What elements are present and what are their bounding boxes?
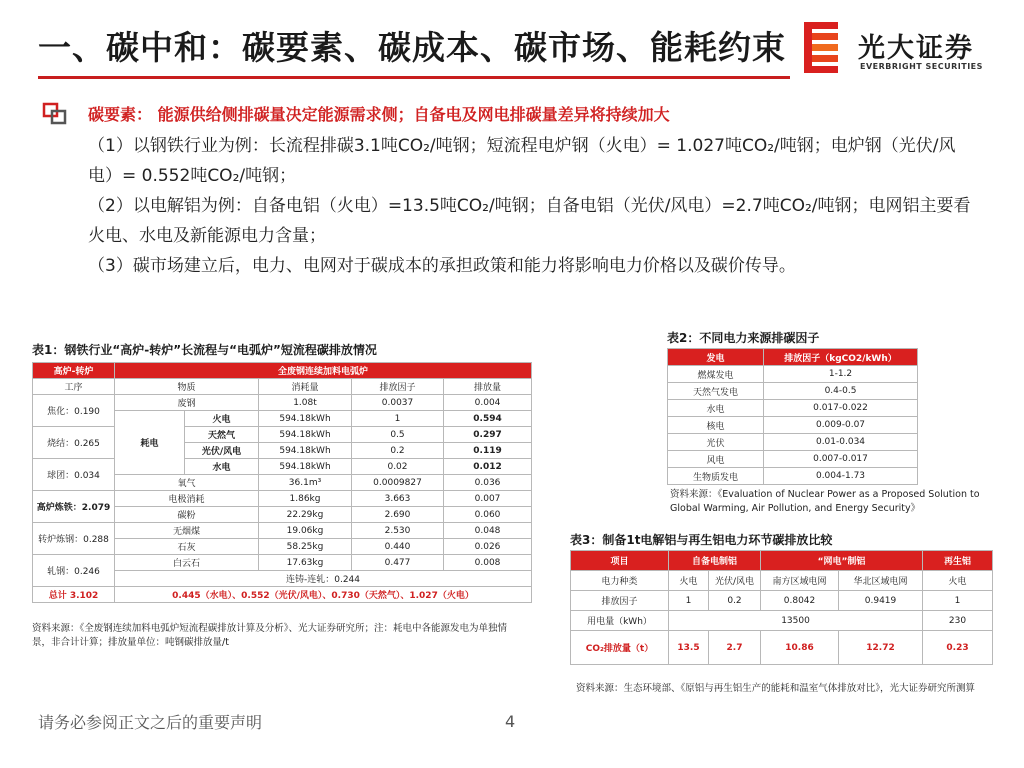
body-paragraph-1: （1）以钢铁行业为例：长流程排碳3.1吨CO₂/吨钢；短流程电炉钢（火电）= 1.027吨CO₂/吨钢；电炉钢（光伏/风电）= 0.552吨CO₂/吨钢； bbox=[88, 136, 956, 186]
table1-cell: 22.29kg bbox=[259, 507, 352, 523]
table3-cell: CO₂排放量（t） bbox=[571, 631, 669, 665]
table2-cell: 光伏 bbox=[668, 434, 764, 451]
logo-name-en: EVERBRIGHT SECURITIES bbox=[860, 62, 983, 71]
table1-cell: 2.530 bbox=[352, 523, 444, 539]
table3-cell: 0.8042 bbox=[761, 591, 839, 611]
table3-cell: 0.2 bbox=[709, 591, 761, 611]
table1-cell: 0.440 bbox=[352, 539, 444, 555]
table3-cell: 230 bbox=[923, 611, 993, 631]
table1-cell: 1.08t bbox=[259, 395, 352, 411]
body-paragraph-3: （3）碳市场建立后，电力、电网对于碳成本的承担政策和能力将影响电力价格以及碳价传导。 bbox=[88, 256, 796, 276]
table1-cell: 594.18kWh bbox=[259, 459, 352, 475]
table1-source-note: 资料来源：《全废钢连续加料电弧炉短流程碳排放计算及分析》、光大证券研究所；注：耗电中各能源发电为单独情景，非合计计算；排放量单位：吨钢碳排放量/t bbox=[32, 623, 508, 648]
table2-cell: 0.01-0.034 bbox=[764, 434, 918, 451]
table2-header: 发电 bbox=[668, 349, 764, 366]
table2-cell: 水电 bbox=[668, 400, 764, 417]
table2-cell: 燃煤发电 bbox=[668, 366, 764, 383]
table1-stage: 高炉炼铁：2.079 bbox=[33, 491, 115, 523]
table3-header: “网电”制铝 bbox=[761, 551, 923, 571]
table3-cell: 0.23 bbox=[923, 631, 993, 665]
table2-cell: 1-1.2 bbox=[764, 366, 918, 383]
page-title: 一、碳中和：碳要素、碳成本、碳市场、能耗约束 bbox=[38, 28, 786, 67]
table3-cell: 1 bbox=[923, 591, 993, 611]
table1-stage: 轧钢：0.246 bbox=[33, 555, 115, 587]
table1-cell: 17.63kg bbox=[259, 555, 352, 571]
table3-cell: 0.9419 bbox=[839, 591, 923, 611]
table1-cell: 58.25kg bbox=[259, 539, 352, 555]
table1-cell: 0.02 bbox=[352, 459, 444, 475]
table1-cell: 0.0037 bbox=[352, 395, 444, 411]
table1-head-left: 高炉-转炉 bbox=[33, 363, 115, 379]
table1-cell: 36.1m³ bbox=[259, 475, 352, 491]
table3-cell: 2.7 bbox=[709, 631, 761, 665]
table2-cell: 0.004-1.73 bbox=[764, 468, 918, 485]
table2-cell: 天然气发电 bbox=[668, 383, 764, 400]
table1-cell: 2.690 bbox=[352, 507, 444, 523]
table1-cell: 0.026 bbox=[444, 539, 532, 555]
table1-cell: 0.2 bbox=[352, 443, 444, 459]
table1-cell: 白云石 bbox=[115, 555, 259, 571]
table1-stage: 转炉炼钢：0.288 bbox=[33, 523, 115, 555]
table3-cell: 火电 bbox=[669, 571, 709, 591]
table1-cell: 0.060 bbox=[444, 507, 532, 523]
steel-emission-table bbox=[32, 362, 532, 603]
table1-cell: 无烟煤 bbox=[115, 523, 259, 539]
table3-source-note: 资料来源：生态环境部、《原铝与再生铝生产的能耗和温室气体排放对比》，光大证券研究所测算 bbox=[576, 683, 976, 694]
table1-total-left: 总计 3.102 bbox=[33, 587, 115, 603]
table3-cell: 13500 bbox=[669, 611, 923, 631]
table1-cell: 0.007 bbox=[444, 491, 532, 507]
table3-cell: 光伏/风电 bbox=[709, 571, 761, 591]
table1-col-header: 工序 bbox=[33, 379, 115, 395]
table1-cell: 0.036 bbox=[444, 475, 532, 491]
table1-cell: 0.477 bbox=[352, 555, 444, 571]
table1-caption: 表1：钢铁行业“高炉-转炉”长流程与“电弧炉”短流程碳排放情况 bbox=[32, 343, 377, 357]
table1-col-header: 排放因子 bbox=[352, 379, 444, 395]
table3-caption: 表3：制备1t电解铝与再生铝电力环节碳排放比较 bbox=[570, 533, 833, 547]
table1-col-header: 物质 bbox=[115, 379, 259, 395]
table1-cell: 0.297 bbox=[444, 427, 532, 443]
table3-header: 再生铝 bbox=[923, 551, 993, 571]
body-text bbox=[88, 131, 978, 281]
table1-head-right: 全废钢连续加料电弧炉 bbox=[115, 363, 532, 379]
table1-cell: 火电 bbox=[185, 411, 259, 427]
table1-cell: 天然气 bbox=[185, 427, 259, 443]
table2-cell: 风电 bbox=[668, 451, 764, 468]
aluminum-emission-table bbox=[570, 550, 993, 665]
table2-header: 排放因子（kgCO2/kWh） bbox=[764, 349, 918, 366]
table2-source-note: 资料来源：《Evaluation of Nuclear Power as a Proposed Solution to Global Warming, Air Pollution, and Energy Security》 bbox=[670, 489, 980, 514]
table3-cell: 排放因子 bbox=[571, 591, 669, 611]
footer-disclaimer: 请务必参阅正文之后的重要声明 bbox=[38, 713, 263, 732]
table1-cell: 19.06kg bbox=[259, 523, 352, 539]
table1-cell: 石灰 bbox=[115, 539, 259, 555]
table1-cell: 废钢 bbox=[115, 395, 259, 411]
bullet-square-icon bbox=[42, 102, 68, 126]
logo-name-cn: 光大证券 bbox=[858, 33, 974, 64]
table1-cell: 594.18kWh bbox=[259, 411, 352, 427]
table1-col-header: 排放量 bbox=[444, 379, 532, 395]
table1-cell: 0.0009827 bbox=[352, 475, 444, 491]
table1-cell: 0.048 bbox=[444, 523, 532, 539]
table1-cell: 3.663 bbox=[352, 491, 444, 507]
table1-cell: 电极消耗 bbox=[115, 491, 259, 507]
table3-cell: 1 bbox=[669, 591, 709, 611]
table1-cell: 594.18kWh bbox=[259, 427, 352, 443]
table2-caption: 表2：不同电力来源排碳因子 bbox=[667, 331, 820, 345]
table1-total-right: 0.445（水电）、0.552（光伏/风电）、0.730（天然气）、1.027（火电） bbox=[115, 587, 532, 603]
table3-cell: 南方区域电网 bbox=[761, 571, 839, 591]
table1-cell: 0.119 bbox=[444, 443, 532, 459]
table3-header: 自备电制铝 bbox=[669, 551, 761, 571]
section-headline: 碳要素： 能源供给侧排碳量决定能源需求侧；自备电及网电排碳量差异将持续加大 bbox=[88, 105, 670, 124]
table1-stage: 烧结：0.265 bbox=[33, 427, 115, 459]
table3-cell: 华北区域电网 bbox=[839, 571, 923, 591]
power-emission-factor-table bbox=[667, 348, 918, 485]
table2-cell: 0.017-0.022 bbox=[764, 400, 918, 417]
table1-cell: 0.594 bbox=[444, 411, 532, 427]
body-paragraph-2: （2）以电解铝为例：自备电铝（火电）=13.5吨CO₂/吨钢；自备电铝（光伏/风电）=2.7吨CO₂/吨钢；电网铝主要看火电、水电及新能源电力含量； bbox=[88, 196, 971, 246]
table1-cell: 连铸-连轧：0.244 bbox=[115, 571, 532, 587]
table1-cell: 0.012 bbox=[444, 459, 532, 475]
table3-cell: 电力种类 bbox=[571, 571, 669, 591]
table2-cell: 0.009-0.07 bbox=[764, 417, 918, 434]
table3-header: 项目 bbox=[571, 551, 669, 571]
everbright-logo-icon bbox=[800, 20, 844, 74]
table3-cell: 10.86 bbox=[761, 631, 839, 665]
table2-cell: 生物质发电 bbox=[668, 468, 764, 485]
table1-cell: 594.18kWh bbox=[259, 443, 352, 459]
table2-cell: 0.4-0.5 bbox=[764, 383, 918, 400]
table1-cell: 0.5 bbox=[352, 427, 444, 443]
table2-cell: 0.007-0.017 bbox=[764, 451, 918, 468]
table1-cell: 0.008 bbox=[444, 555, 532, 571]
table1-cell: 光伏/风电 bbox=[185, 443, 259, 459]
table3-cell: 用电量（kWh） bbox=[571, 611, 669, 631]
table1-cell: 1 bbox=[352, 411, 444, 427]
table1-cell: 1.86kg bbox=[259, 491, 352, 507]
table1-cell: 0.004 bbox=[444, 395, 532, 411]
table1-cell: 水电 bbox=[185, 459, 259, 475]
table1-col-header: 消耗量 bbox=[259, 379, 352, 395]
table1-stage: 球团：0.034 bbox=[33, 459, 115, 491]
title-underline bbox=[38, 76, 790, 79]
table3-cell: 13.5 bbox=[669, 631, 709, 665]
table3-cell: 火电 bbox=[923, 571, 993, 591]
company-logo bbox=[800, 20, 1000, 76]
table1-stage: 焦化：0.190 bbox=[33, 395, 115, 427]
table3-cell: 12.72 bbox=[839, 631, 923, 665]
page-number: 4 bbox=[505, 712, 516, 731]
table1-cell: 碳粉 bbox=[115, 507, 259, 523]
table1-cell: 氧气 bbox=[115, 475, 259, 491]
table1-group-label: 耗电 bbox=[115, 411, 185, 475]
table2-cell: 核电 bbox=[668, 417, 764, 434]
